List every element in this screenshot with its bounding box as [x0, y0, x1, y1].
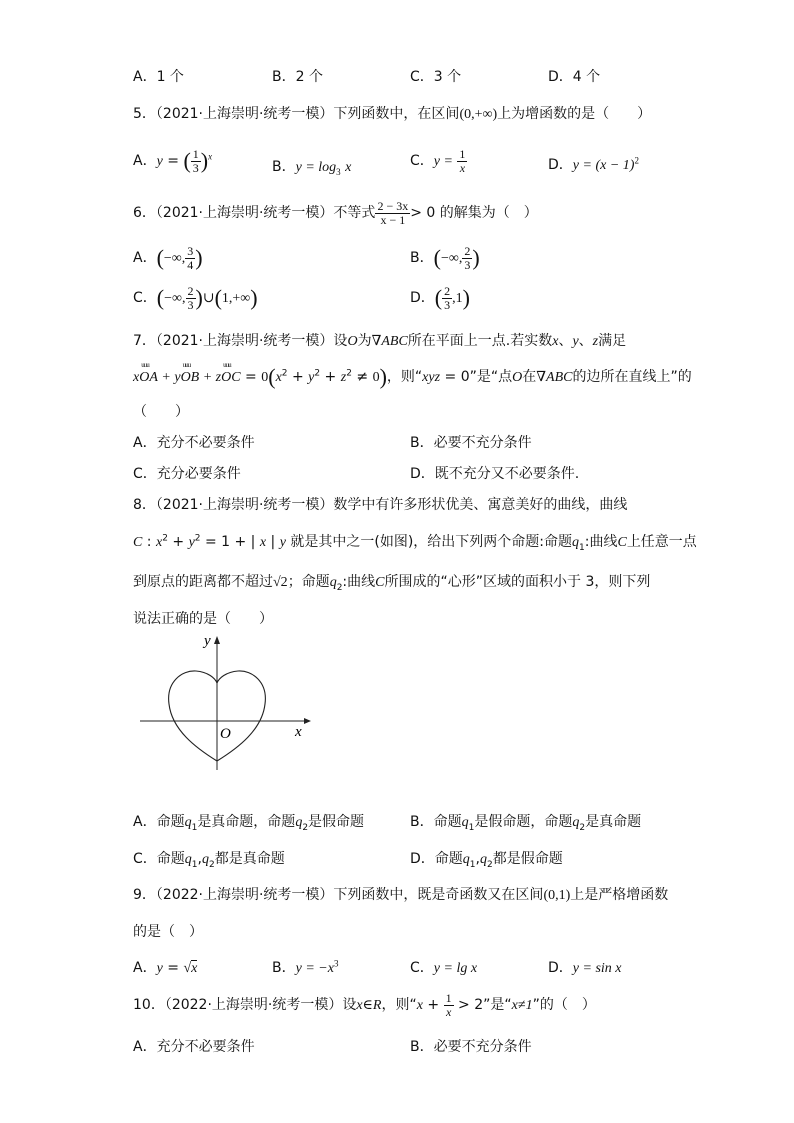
q6-option-c: C．(−∞, $\frac{2}{3}$ )∪(1,+∞): [133, 284, 258, 312]
q5-option-a: A．y = ( $\frac{1}{3}$ )$^x$: [133, 147, 213, 175]
fig-origin-label: O: [220, 726, 231, 742]
question-9-line-1: 9．（2022·上海崇明·统考一模）下列函数中，既是奇函数又在区间(0,1)上是严格增函数: [133, 887, 669, 903]
question-5-stem: 5．（2021·上海崇明·统考一模）下列函数中，在区间(0,+∞)上为增函数的是（ ）: [133, 106, 652, 122]
question-7-vector-line: xuuu OA + yuuu OB + zuuu OC = $0(x^2 + y^2 + z^2 \ne 0)$，则“xyz = 0”是“点O在∇ABC的边所在直线上”的: [133, 364, 692, 390]
question-6-stem: 6．（2021·上海崇明·统考一模）不等式 $\frac{2 - 3x}{x - 1}$ > 0 的解集为（ ）: [133, 199, 538, 227]
q4-option-c: C．3 个: [410, 69, 462, 85]
question-8-line-2: C : $x^2 + y^2 = 1$ + | x | y 就是其中之一(如图)，给出下列两个命题:命题$q_1$:曲线C上任意一点: [133, 533, 697, 553]
question-10-stem: 10．（2022·上海崇明·统考一模）设x∈R，则“x + $\frac{1}{x}$ > 2”是“x≠1”的（ ）: [133, 991, 596, 1019]
q7-option-a: A．充分不必要条件: [133, 435, 255, 451]
heart-curve-figure: [136, 632, 316, 772]
q9-option-b: B．$y = -x^3$: [272, 958, 339, 976]
q4-option-a: A．1 个: [133, 69, 184, 85]
question-9-line-2: 的是（ ）: [133, 924, 203, 940]
question-8-line-1: 8．（2021·上海崇明·统考一模）数学中有许多形状优美、寓意美好的曲线，曲线: [133, 497, 628, 513]
q8-option-c: C．命题$q_1,q_2$都是真命题: [133, 851, 285, 870]
q7-option-c: C．充分必要条件: [133, 466, 241, 482]
q5-option-d: D．$y = (x - 1)^2$: [548, 155, 639, 173]
q6-option-b: B．(−∞, $\frac{2}{3}$ ): [410, 244, 480, 272]
q6-option-d: D．( $\frac{2}{3}$ ,1): [410, 284, 470, 312]
q10-option-b: B．必要不充分条件: [410, 1039, 532, 1055]
q8-option-a: A．命题$q_1$是真命题，命题$q_2$是假命题: [133, 814, 365, 833]
question-8-line-3: 到原点的距离都不超过√2；命题$q_2$:曲线C所围成的“心形”区域的面积小于 3，则下列: [133, 574, 651, 593]
q8-option-d: D．命题$q_1,q_2$都是假命题: [410, 851, 563, 870]
q9-option-d: D．y = sin x: [548, 960, 622, 976]
q5-option-c: C．y = $\frac{1}{x}$: [410, 147, 466, 175]
q6-option-a: A．(−∞, $\frac{3}{4}$ ): [133, 244, 203, 272]
fig-x-label: x: [295, 724, 302, 740]
x-axis-arrow: [304, 718, 311, 724]
fig-y-label: y: [204, 633, 211, 649]
q7-paren: （ ）: [133, 404, 189, 420]
question-8-line-4: 说法正确的是（ ）: [133, 611, 273, 627]
q9-option-a: A．y = √x: [133, 960, 198, 976]
question-7-stem: 7．（2021·上海崇明·统考一模）设O为∇ABC所在平面上一点.若实数x、y、z满足: [133, 333, 627, 349]
q8-option-b: B．命题$q_1$是假命题，命题$q_2$是真命题: [410, 814, 642, 833]
y-axis-arrow: [214, 636, 220, 644]
q7-option-d: D．既不充分又不必要条件.: [410, 466, 580, 482]
q10-option-a: A．充分不必要条件: [133, 1039, 255, 1055]
q5-option-b: B．$y = \log_3 x$: [272, 159, 352, 177]
q9-option-c: C．y = lg x: [410, 960, 478, 976]
q4-option-d: D．4 个: [548, 69, 601, 85]
q7-option-b: B．必要不充分条件: [410, 435, 532, 451]
q4-option-b: B．2 个: [272, 69, 323, 85]
